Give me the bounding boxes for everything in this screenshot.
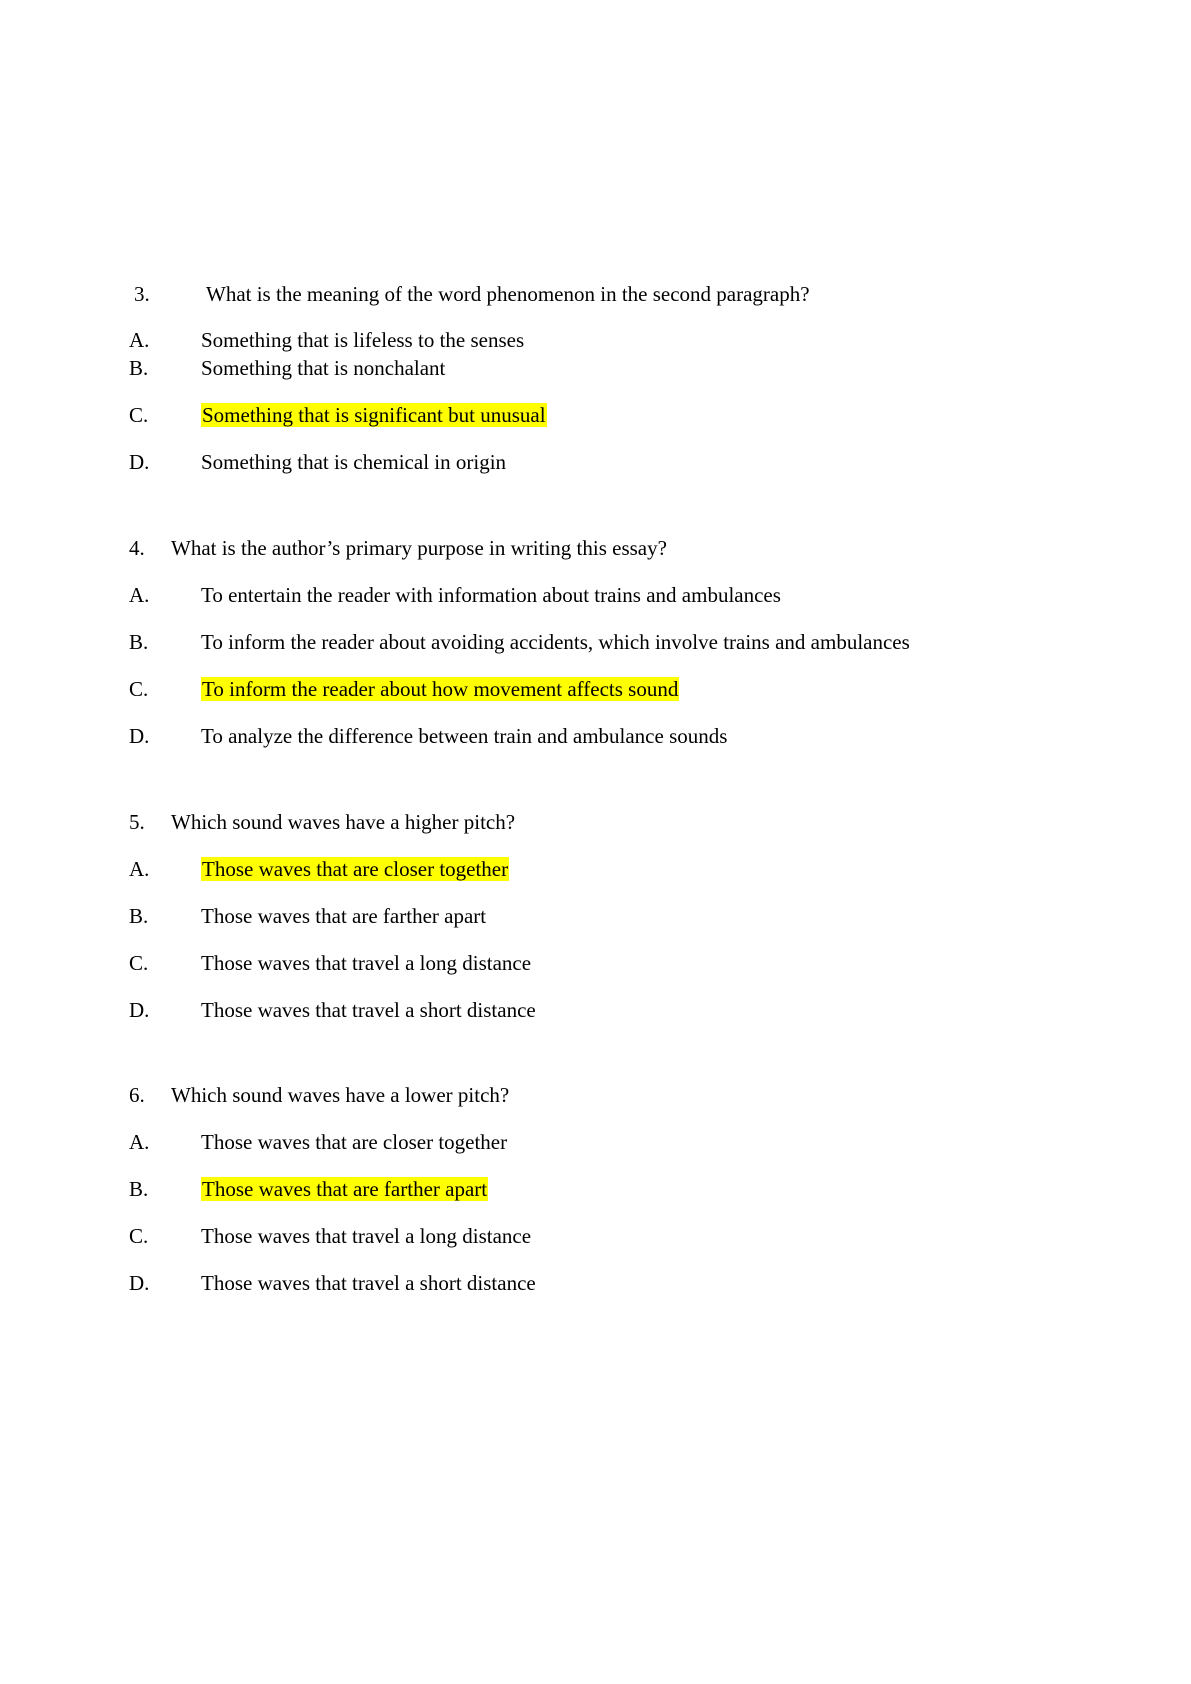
option-letter: D. xyxy=(129,1271,150,1295)
question-text: What is the author’s primary purpose in writing this essay? xyxy=(171,536,667,560)
option-text-highlighted: To inform the reader about how movement affects sound xyxy=(202,677,679,701)
question-number: 5. xyxy=(129,810,145,834)
option-letter: B. xyxy=(129,1177,149,1201)
option-text: Those waves that travel a long distance xyxy=(201,1224,532,1248)
option-text: To entertain the reader with information about trains and ambulances xyxy=(201,583,781,607)
option-letter: C. xyxy=(129,951,149,975)
question-number: 3. xyxy=(134,282,150,306)
option-letter: A. xyxy=(129,583,150,607)
option-letter: A. xyxy=(129,1130,150,1154)
option-text: Those waves that travel a short distance xyxy=(201,998,536,1022)
option-text: Those waves that travel a long distance xyxy=(201,951,532,975)
question-text: What is the meaning of the word phenomenon in the second paragraph? xyxy=(206,282,810,306)
option-letter: B. xyxy=(129,630,149,654)
question-number: 6. xyxy=(129,1083,145,1107)
option-text: Those waves that travel a short distance xyxy=(201,1271,536,1295)
option-text: Something that is lifeless to the senses xyxy=(201,328,525,352)
option-letter: D. xyxy=(129,450,150,474)
question-text: Which sound waves have a higher pitch? xyxy=(171,810,516,834)
option-letter: C. xyxy=(129,403,149,427)
option-letter: C. xyxy=(129,1224,149,1248)
option-text: Those waves that are closer together xyxy=(201,1130,508,1154)
option-text: Something that is nonchalant xyxy=(201,356,446,380)
option-letter: B. xyxy=(129,904,149,928)
option-letter: C. xyxy=(129,677,149,701)
question-number: 4. xyxy=(129,536,145,560)
option-letter: D. xyxy=(129,724,150,748)
option-text: To analyze the difference between train and ambulance sounds xyxy=(201,724,728,748)
question-text: Which sound waves have a lower pitch? xyxy=(171,1083,510,1107)
option-letter: A. xyxy=(129,328,150,352)
option-text-highlighted: Something that is significant but unusual xyxy=(202,403,546,427)
option-letter: B. xyxy=(129,356,149,380)
option-text: To inform the reader about avoiding accidents, which involve trains and ambulances xyxy=(201,630,910,654)
option-text: Those waves that are farther apart xyxy=(201,904,487,928)
option-letter: A. xyxy=(129,857,150,881)
option-letter: D. xyxy=(129,998,150,1022)
option-text: Something that is chemical in origin xyxy=(201,450,507,474)
option-text-highlighted: Those waves that are farther apart xyxy=(202,1177,488,1201)
option-text-highlighted: Those waves that are closer together xyxy=(202,857,509,881)
